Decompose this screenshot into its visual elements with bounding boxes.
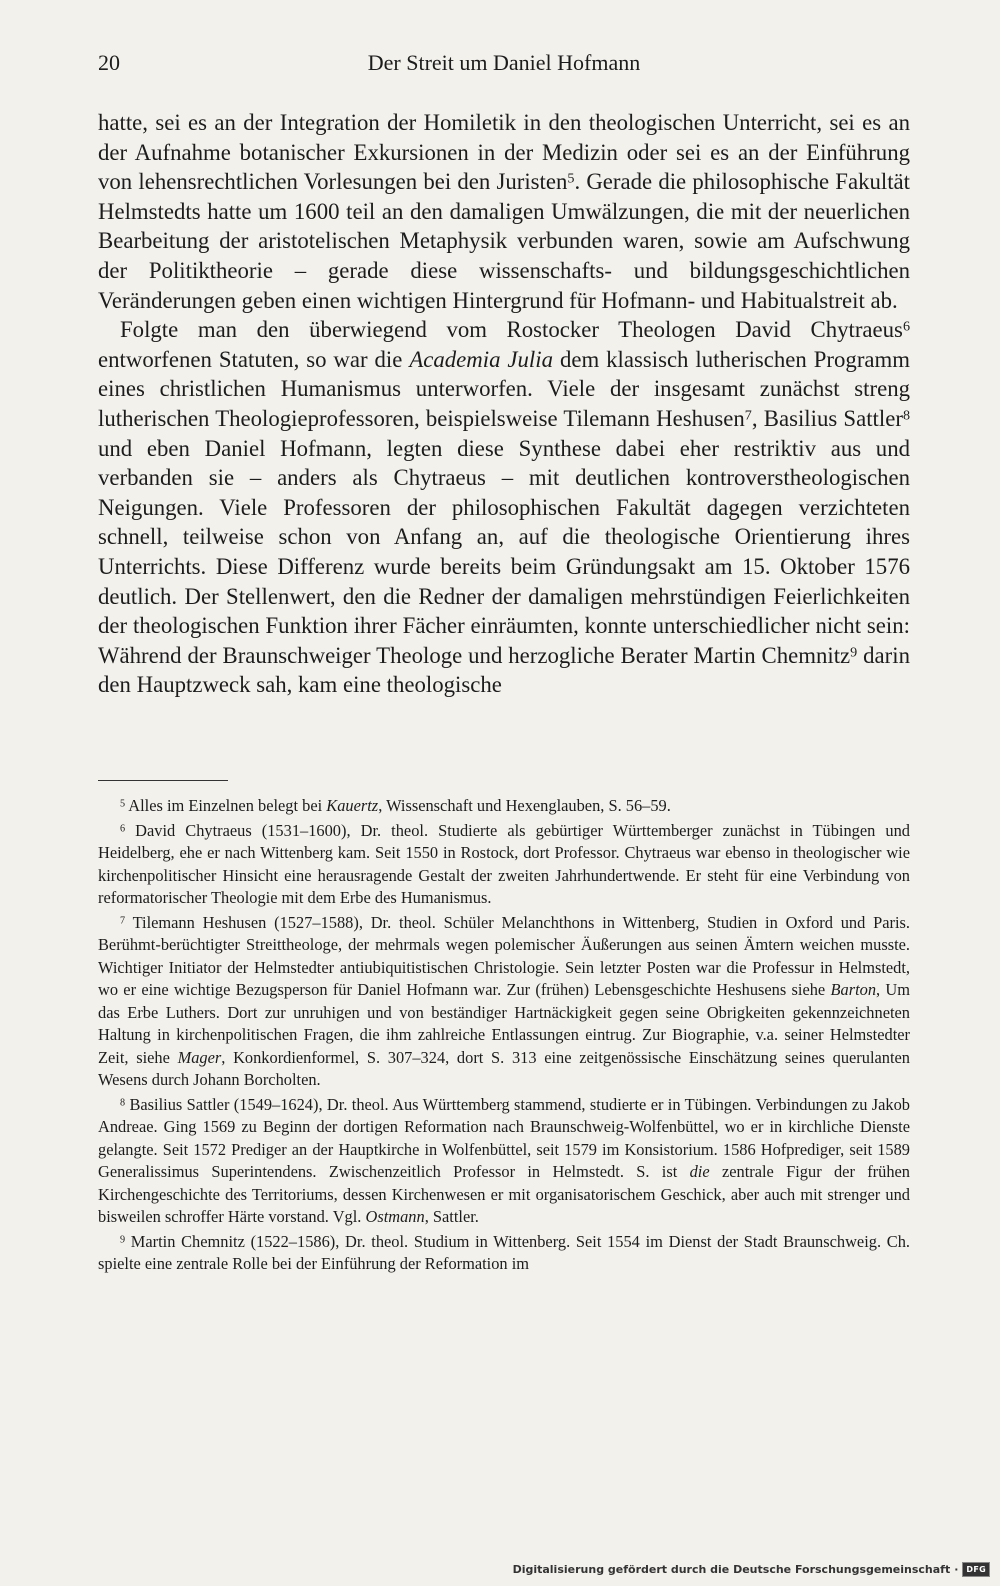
footer-separator: · xyxy=(954,1562,959,1576)
text-run: , Wissenschaft und Hexenglauben, S. 56–59. xyxy=(378,796,671,815)
footnote-number: 7 xyxy=(120,914,126,926)
page-header xyxy=(98,50,910,84)
footnotes xyxy=(98,795,910,1278)
footnote-ref: 9 xyxy=(850,644,858,661)
page-number: 20 xyxy=(98,50,120,75)
text-run: , Basilius Sattler xyxy=(751,405,903,431)
footnote-ref: 5 xyxy=(567,170,575,187)
footnote-ref: 6 xyxy=(902,318,910,335)
running-title: Der Streit um Daniel Hofmann xyxy=(367,50,641,75)
text-run: darin den Hauptzweck sah, kam eine theologische xyxy=(98,642,911,698)
footnote-number: 6 xyxy=(120,822,126,834)
italic-text: Ostmann xyxy=(365,1207,425,1226)
digitization-footer xyxy=(513,1560,990,1578)
text-run: Folgte man den überwiegend vom Rostocker Theologen David Chytraeus xyxy=(120,317,903,343)
footnote-8 xyxy=(98,1094,910,1229)
footnote-6 xyxy=(98,820,910,910)
footnote-9 xyxy=(98,1231,910,1276)
footnote-number: 9 xyxy=(120,1233,126,1245)
text-run: David Chytraeus (1531–1600), Dr. theol. Studierte als gebürtiger Württemberger zunächst in Tübingen und Heidelberg, ehe er nach Wittenberg kam. Seit 1550 in Rostock, dort Professor. Chytraeus war ebenso in theologischer wie kirchenpolitischer Hinsicht eine herausragende Gestalt der zweiten Jahrhundertwende. Er steht für eine Verbindung von reformatorischer Theologie mit dem Erbe des Humanismus. xyxy=(98,820,910,907)
text-run: . Gerade die philosophische Fakultät Helmstedts hatte um 1600 teil an den damaligen Umwälzungen, die mit der neuerlichen Bearbeitung der aristotelischen Metaphysik verbunden waren, sowie am Aufschwung der Politiktheorie – gerade diese wissenschafts- und bildungsgeschichtlichen Veränderungen geben einen wichtigen Hintergrund für Hofmann- und Habitualstreit ab. xyxy=(98,169,911,313)
italic-text: die xyxy=(689,1162,710,1181)
footer-text: Digitalisierung gefördert durch die Deutsche Forschungsgemeinschaft xyxy=(512,1562,951,1576)
footnote-ref: 8 xyxy=(902,407,910,424)
footnote-5 xyxy=(98,795,910,818)
footnote-number: 5 xyxy=(120,798,126,810)
text-run: , Konkordienformel, S. 307–324, dort S. 313 eine zeitgenössische Einschätzung seines querulanten Wesens durch Johann Borcholten. xyxy=(98,1047,910,1089)
text-run: Tilemann Heshusen (1527–1588), Dr. theol. Schüler Melanchthons in Wittenberg, Studien in Oxford und Paris. Berühmt-berüchtigter Streittheologe, der mehrmals wegen polemischer Äußerungen aus seinen Ämtern weichen musste. Wichtiger Initiator der Helmstedter antiubiquitistischen Christologie. Sein letzter Posten war die Professur in Helmstedt, wo er eine wichtige Bezugsperson für Daniel Hofmann war. Zur (frühen) Lebensgeschichte Heshusens siehe xyxy=(98,912,910,999)
paragraph xyxy=(98,108,910,315)
italic-text: Mager xyxy=(177,1047,222,1067)
footnote-divider xyxy=(98,780,228,781)
text-run: , Um das Erbe Luthers. Dort zur unruhigen und von beständiger Hartnäckigkeit gegen seine Obrigkeiten gekennzeichneten Haltung in kirchenpolitischen Fragen, die ihm zahlreiche Entlassungen eintrug. Zur Biographie, v.a. seiner Helmstedter Zeit, siehe xyxy=(98,980,910,1067)
italic-text: Barton xyxy=(830,980,877,999)
italic-text: Kauertz xyxy=(326,796,379,815)
footnote-7 xyxy=(98,912,910,1092)
text-run: zentrale Figur der frühen Kirchengeschichte des Territoriums, dessen Kirchenwesen er mit organisatorischem Geschick, aber auch mit strenger und bisweilen schroffer Härte vorstand. Vgl. xyxy=(98,1162,911,1226)
main-text xyxy=(98,108,910,700)
text-run: hatte, sei es an der Integration der Homiletik in den theologischen Unterricht, sei es an der Aufnahme botanischer Exkursionen in der Medizin oder sei es an der Einführung von lehensrechtlichen Vorlesungen bei den Juristen xyxy=(98,110,910,195)
text-run: Alles im Einzelnen belegt bei xyxy=(125,796,327,815)
text-run: , Sattler. xyxy=(424,1207,479,1226)
footnote-number: 8 xyxy=(120,1096,126,1108)
text-run: dem klassisch lutherischen Programm eines christlichen Humanismus unterworfen. Viele der insgesamt zunächst streng lutherischen Theologieprofessoren, beispielsweise Tilemann Heshusen xyxy=(98,346,910,431)
footnote-ref: 7 xyxy=(744,407,752,424)
italic-text: Academia Julia xyxy=(409,346,554,372)
text-run: Martin Chemnitz (1522–1586), Dr. theol. Studium in Wittenberg. Seit 1554 im Dienst der Stadt Braunschweig. Ch. spielte eine zentrale Rolle bei der Einführung der Reformation im xyxy=(98,1231,910,1273)
text-run: entworfenen Statuten, so war die xyxy=(98,346,410,372)
text-run: und eben Daniel Hofmann, legten diese Synthese dabei eher restriktiv aus und verbanden sie – anders als Chytraeus – mit deutlichen kontroverstheologischen Neigungen. Viele Professoren der philosophischen Fakultät dagegen verzichteten schnell, teilweise schon von Anfang an, auf die theologische Orientierung ihres Unterrichts. Diese Differenz wurde bereits beim Gründungsakt am 15. Oktober 1576 deutlich. Der Stellenwert, den die Redner der damaligen mehrstündigen Feierlichkeiten der theologischen Funktion ihrer Fächer einräumten, konnte unterschiedlicher nicht sein: Während der Braunschweiger Theologe und herzogliche Berater Martin Chemnitz xyxy=(98,435,910,668)
text-run: Basilius Sattler (1549–1624), Dr. theol. Aus Württemberg stammend, studierte er in Tübingen. Verbindungen zu Jakob Andreae. Ging 1569 zu Beginn der dortigen Reformation nach Braunschweig-Wolfenbüttel, wo er in kirchliche Dienste gelangte. Seit 1572 Prediger an der Hauptkirche in Wolfenbüttel, seit 1579 im Konsistorium. 1586 Hofprediger, seit 1589 Generalissimus Superintendens. Zwischenzeitlich Professor in Helmstedt. S. ist xyxy=(98,1094,910,1181)
dfg-logo-icon: DFG xyxy=(962,1562,990,1577)
paragraph xyxy=(98,315,910,700)
